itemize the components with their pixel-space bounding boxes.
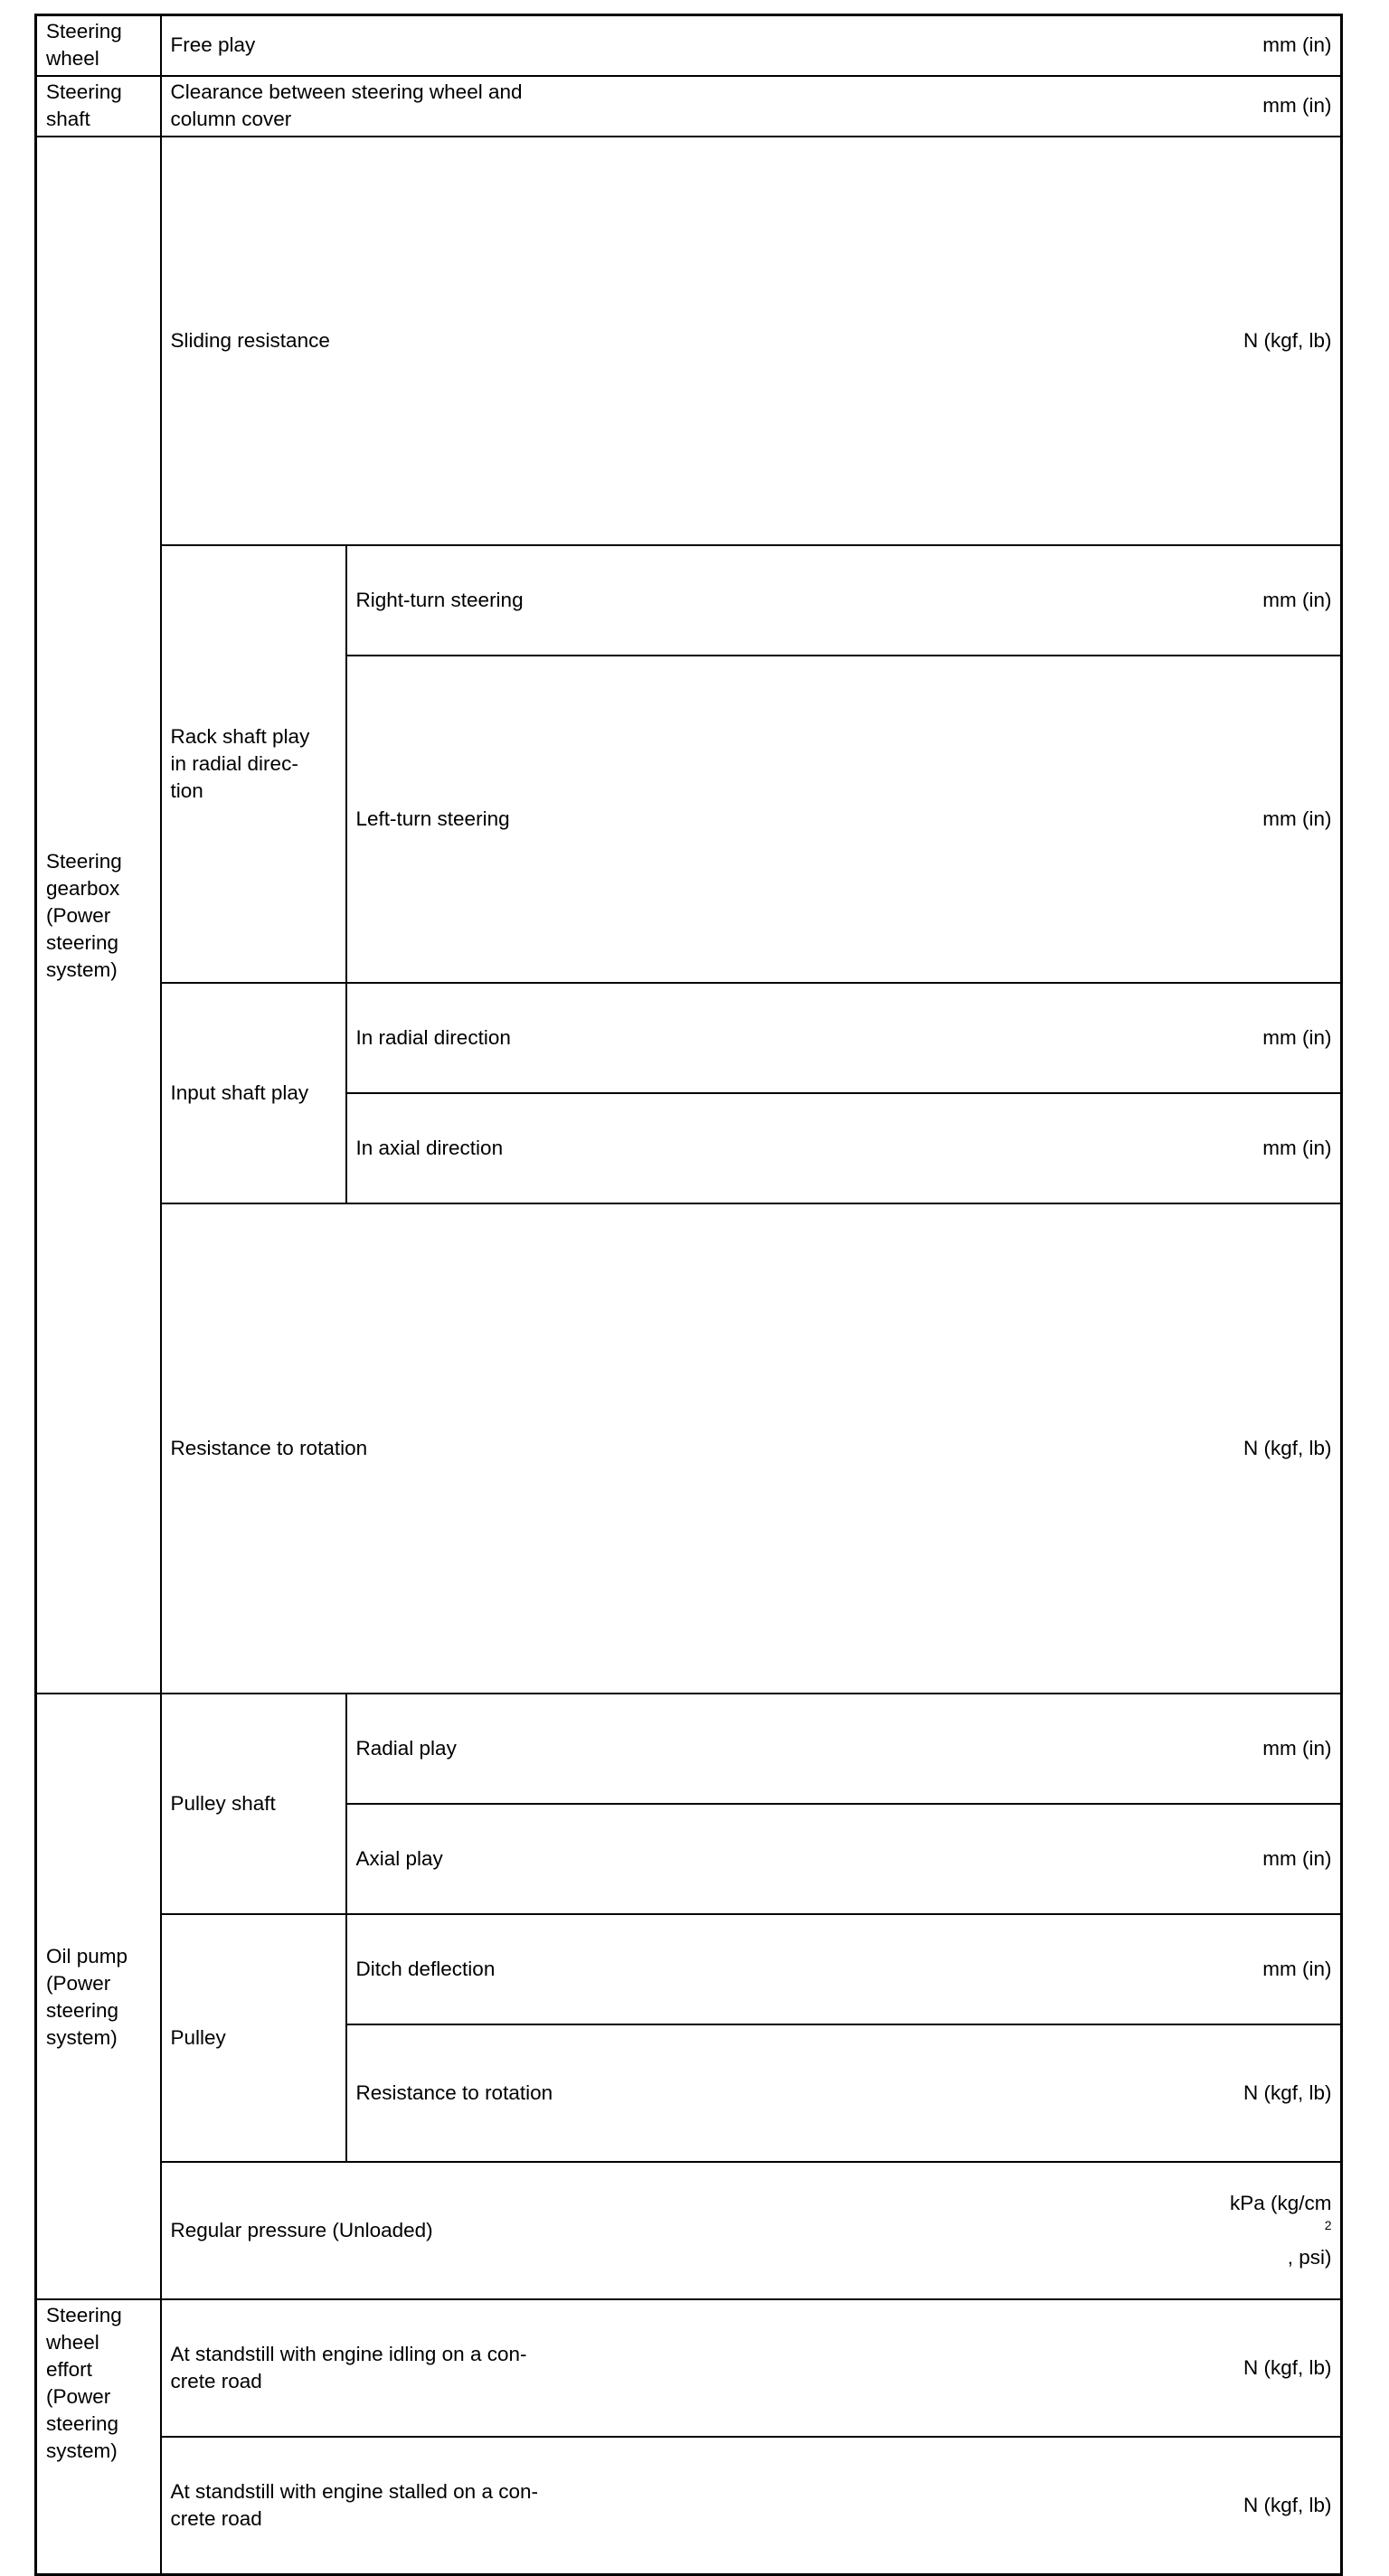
sub-left-turn-steering: Left-turn steering xyxy=(346,656,780,983)
row-resistance-to-rotation xyxy=(36,1203,1342,1694)
unit-superscript: 2 xyxy=(1324,2217,1332,2232)
item-regular-pressure: Regular pressure (Unloaded) xyxy=(161,2162,780,2299)
item-engine-stalled: At standstill with engine stalled on a con- crete road xyxy=(161,2437,780,2575)
item-pulley: Pulley xyxy=(161,1914,346,2162)
unit-right-turn-steering: mm (in) xyxy=(780,545,1342,656)
item-free-play: Free play xyxy=(161,15,780,76)
item-sliding-resistance: Sliding resistance xyxy=(161,137,780,545)
row-pulley-ditch-deflection xyxy=(36,1914,1342,2024)
row-effort-idling xyxy=(36,2299,1342,2437)
sub-axial-play: Axial play xyxy=(346,1804,780,1914)
item-resistance-to-rotation: Resistance to rotation xyxy=(161,1203,780,1694)
sub-in-axial-direction: In axial direction xyxy=(346,1093,780,1203)
category-steering-wheel: Steering wheel xyxy=(36,15,161,76)
item-engine-idling: At standstill with engine idling on a con- crete road xyxy=(161,2299,780,2437)
unit-resistance-to-rotation: N (kgf, lb) xyxy=(780,1203,1342,1694)
item-pulley-shaft: Pulley shaft xyxy=(161,1694,346,1914)
category-steering-wheel-effort: Steering wheel effort (Power steering system) xyxy=(36,2299,161,2575)
unit-left-turn-steering: mm (in) xyxy=(780,656,1342,983)
unit-axial-play: mm (in) xyxy=(780,1804,1342,1914)
unit-sliding-resistance: N (kgf, lb) xyxy=(780,137,1342,545)
item-input-shaft-play: Input shaft play xyxy=(161,983,346,1203)
row-input-radial xyxy=(36,983,1342,1093)
row-sliding-resistance xyxy=(36,137,1342,545)
row-steering-wheel-free-play xyxy=(36,15,1342,76)
item-rack-shaft-play: Rack shaft play in radial direc- tion xyxy=(161,545,346,983)
row-steering-shaft-clearance xyxy=(36,76,1342,137)
category-steering-shaft: Steering shaft xyxy=(36,76,161,137)
item-clearance: Clearance between steering wheel and column cover xyxy=(161,76,780,137)
unit-radial-play: mm (in) xyxy=(780,1694,1342,1804)
sub-radial-play: Radial play xyxy=(346,1694,780,1804)
row-regular-pressure xyxy=(36,2162,1342,2299)
unit-engine-stalled: N (kgf, lb) xyxy=(780,2437,1342,2575)
sub-ditch-deflection: Ditch deflection xyxy=(346,1914,780,2024)
row-effort-stalled xyxy=(36,2437,1342,2575)
category-steering-gearbox: Steering gearbox (Power steering system) xyxy=(36,137,161,1694)
unit-regular-pressure: kPa (kg/cm $^2$ , psi) xyxy=(780,2162,1342,2299)
row-rack-right-turn xyxy=(36,545,1342,656)
unit-in-radial-direction: mm (in) xyxy=(780,983,1342,1093)
unit-ditch-deflection: mm (in) xyxy=(780,1914,1342,2024)
unit-clearance: mm (in) xyxy=(780,76,1342,137)
unit-free-play: mm (in) xyxy=(780,15,1342,76)
steering-spec-table xyxy=(34,14,1343,2576)
sub-pulley-resistance-to-rotation: Resistance to rotation xyxy=(346,2024,780,2162)
category-oil-pump: Oil pump (Power steering system) xyxy=(36,1694,161,2299)
unit-pulley-resistance-to-rotation: N (kgf, lb) xyxy=(780,2024,1342,2162)
sub-in-radial-direction: In radial direction xyxy=(346,983,780,1093)
unit-engine-idling: N (kgf, lb) xyxy=(780,2299,1342,2437)
unit-in-axial-direction: mm (in) xyxy=(780,1093,1342,1203)
sub-right-turn-steering: Right-turn steering xyxy=(346,545,780,656)
row-pulley-shaft-radial xyxy=(36,1694,1342,1804)
